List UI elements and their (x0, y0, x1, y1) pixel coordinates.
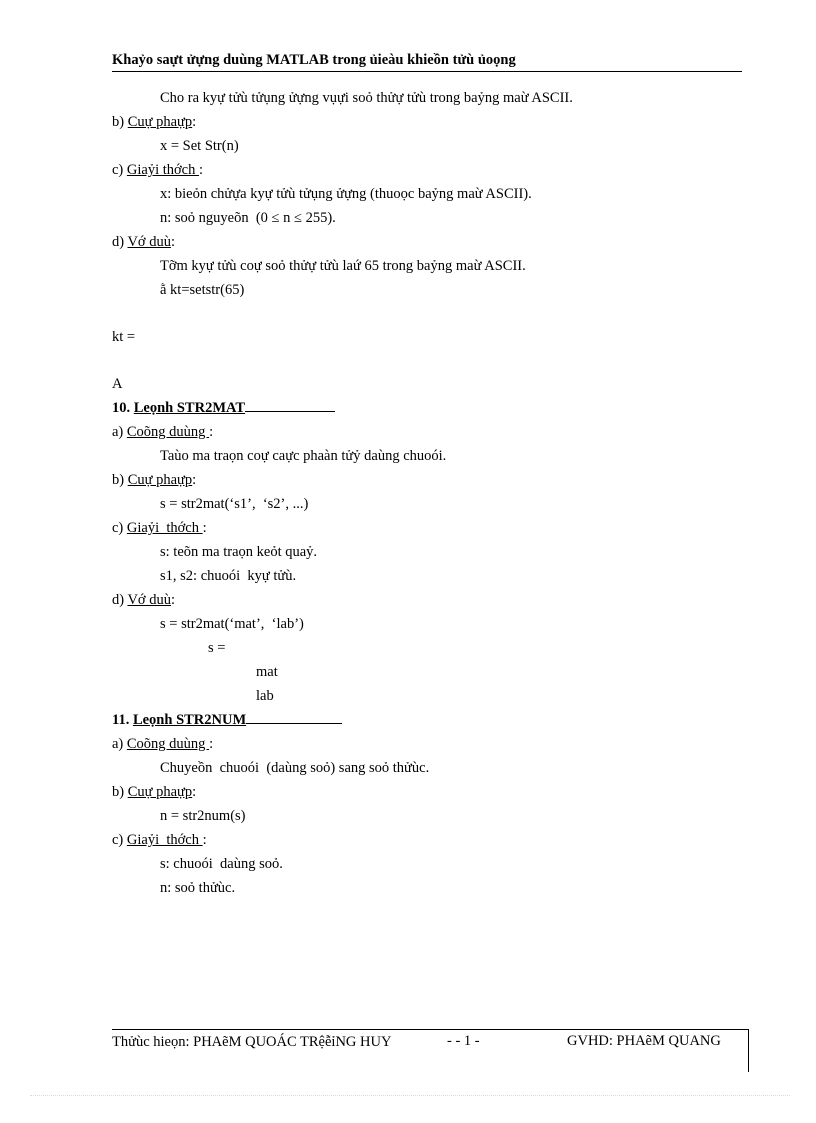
page-footer (112, 1029, 749, 1072)
footer-advisor: GVHD: PHAẽM QUANG (567, 1033, 721, 1049)
str2mat-output-variable: s = (208, 640, 226, 656)
str2mat-section-title: 10. Leọnh STR2MAT (112, 396, 742, 420)
str2num-explain-s: s: chuoói daùng soỏ. (160, 856, 283, 872)
page-edge-divider (30, 1095, 790, 1096)
page-header (112, 52, 742, 72)
setstr-explain-x: x: bieỏn chửựa kyự tửù tửụng ửựng (thuoọc baỷng maừ ASCII). (160, 186, 532, 202)
str2num-usage-heading: a) Coõng duùng : (112, 736, 214, 752)
str2mat-example-heading: d) Vớ duù: (112, 592, 175, 608)
str2num-section-title: 11. Leọnh STR2NUM (112, 708, 742, 732)
setstr-example-command: ằ kt=setstr(65) (160, 282, 245, 298)
str2num-explain-heading: c) Giaỷi thớch : (112, 832, 207, 848)
str2num-syntax-heading: b) Cuự phaựp: (112, 784, 197, 800)
str2mat-example-command: s = str2mat(‘mat’, ‘lab’) (160, 616, 304, 632)
str2mat-output-row-1: mat (256, 664, 278, 680)
str2mat-usage-heading: a) Coõng duùng : (112, 424, 214, 440)
footer-author: Thửùc hieọn: PHAẽM QUOÁC TRệễỉNG HUY (112, 1034, 392, 1050)
str2mat-syntax: s = str2mat(‘s1’, ‘s2’, ...) (160, 496, 309, 512)
str2num-explain-n: n: soỏ thửùc. (160, 880, 236, 896)
str2mat-output-row-2: lab (256, 688, 274, 704)
setstr-output-variable: kt = (112, 329, 136, 345)
setstr-explain-heading: c) Giaỷi thớch : (112, 162, 204, 178)
setstr-output-value: A (112, 376, 123, 392)
setstr-description: Cho ra kyự tửù tửụng ửựng vụựi soỏ thửự tửù trong baỷng maừ ASCII. (160, 90, 573, 106)
document-body (112, 86, 742, 900)
str2mat-explain-s1-s2: s1, s2: chuoói kyự tửù. (160, 568, 297, 584)
setstr-example-heading: d) Vớ duù: (112, 234, 175, 250)
header-title: Khaỷo saựt ửựng duùng MATLAB trong ủieàu khieồn tửù ủoọng (112, 52, 516, 68)
setstr-explain-n: n: soỏ nguyeõn (0 ≤ n ≤ 255). (160, 210, 336, 226)
str2mat-explain-s: s: teõn ma traọn keỏt quaỷ. (160, 544, 318, 560)
footer-page-number: - - 1 - (447, 1033, 480, 1049)
str2num-syntax: n = str2num(s) (160, 808, 246, 824)
str2mat-syntax-heading: b) Cuự phaựp: (112, 472, 197, 488)
str2num-description: Chuyeồn chuoói (daùng soỏ) sang soỏ thửùc. (160, 760, 430, 776)
setstr-syntax: x = Set Str(n) (160, 138, 239, 154)
str2mat-description: Taùo ma traọn coự caực phaàn tửỷ daùng chuoói. (160, 448, 447, 464)
setstr-syntax-heading: b) Cuự phaựp: (112, 114, 197, 130)
str2mat-explain-heading: c) Giaỷi thớch : (112, 520, 207, 536)
setstr-example-description: Tỡm kyự tửù coự soỏ thửự tửù laứ 65 trong baỷng maừ ASCII. (160, 258, 526, 274)
